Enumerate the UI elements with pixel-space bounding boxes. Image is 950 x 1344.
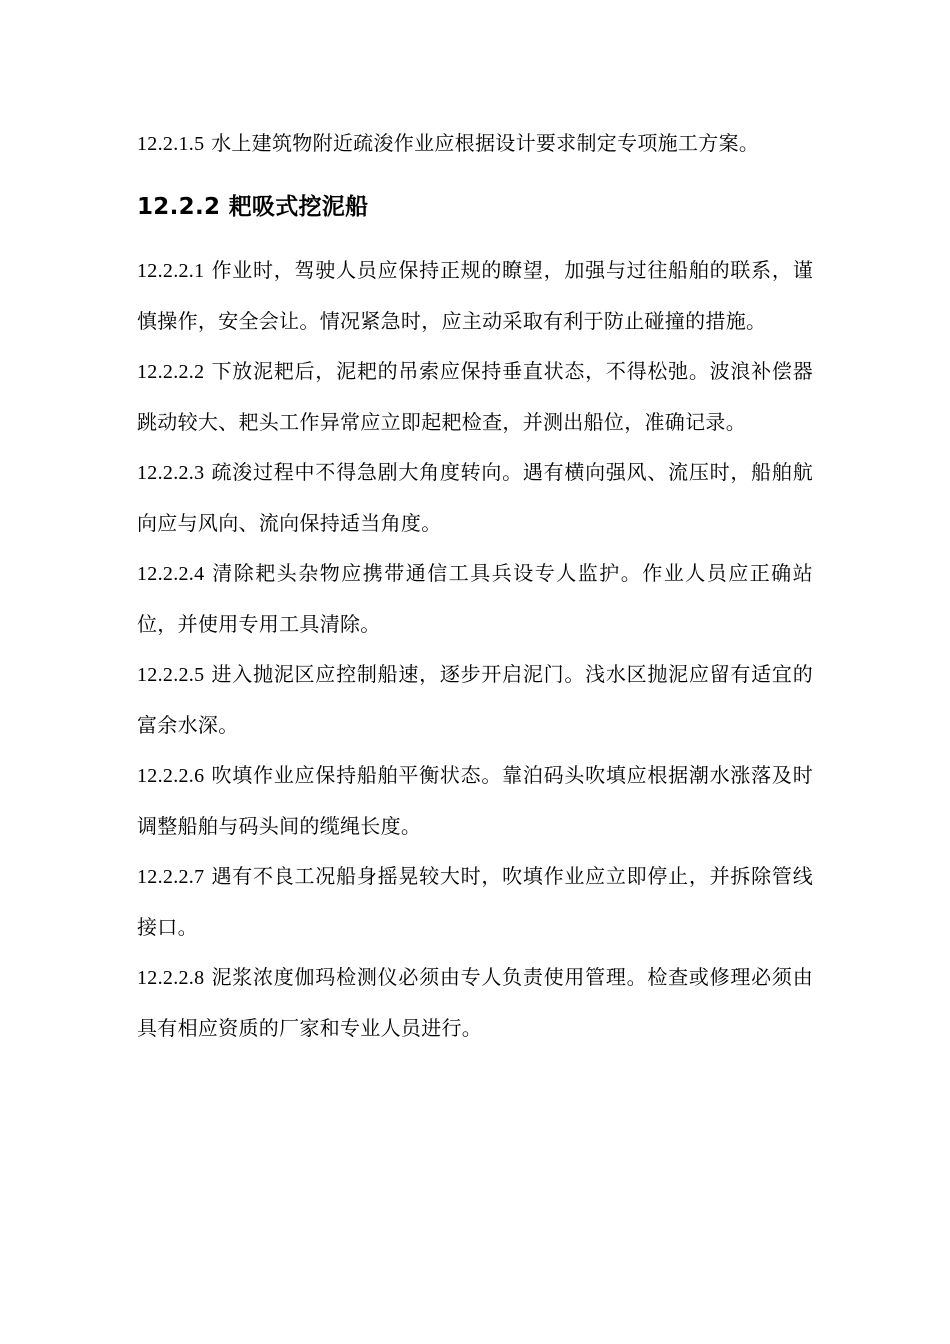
section-heading xyxy=(137,187,813,227)
clause-number: 12.2.2.5 xyxy=(137,664,205,686)
section-title: 耙吸式挖泥船 xyxy=(228,194,369,220)
clause-number: 12.2.2.8 xyxy=(137,967,205,989)
clause-paragraph xyxy=(137,447,813,548)
clause-number: 12.2.2.7 xyxy=(137,866,205,888)
clause-text: 清除耙头杂物应携带通信工具兵设专人监护。作业人员应正确站位，并使用专用工具清除。 xyxy=(137,561,813,636)
clause-paragraph xyxy=(137,548,813,649)
clause-text: 作业时，驾驶人员应保持正规的瞭望，加强与过往船舶的联系，谨慎操作，安全会让。情况紧急时，应主动采取有利于防止碰撞的措施。 xyxy=(137,258,813,333)
clause-number: 12.2.2.3 xyxy=(137,462,205,484)
clause-text: 疏浚过程中不得急剧大角度转向。遇有横向强风、流压时，船舶航向应与风向、流向保持适当角度。 xyxy=(137,460,813,535)
section-number: 12.2.2 xyxy=(137,194,221,220)
clause-text: 下放泥耙后，泥耙的吊索应保持垂直状态，不得松弛。波浪补偿器跳动较大、耙头工作异常应立即起耙检查，并测出船位，准确记录。 xyxy=(137,359,813,434)
document-page xyxy=(137,118,813,1053)
clause-number: 12.2.2.4 xyxy=(137,563,205,585)
clause-text: 水上建筑物附近疏浚作业应根据设计要求制定专项施工方案。 xyxy=(211,131,760,155)
clause-text: 吹填作业应保持船舶平衡状态。靠泊码头吹填应根据潮水涨落及时调整船舶与码头间的缆绳长度。 xyxy=(137,763,813,838)
clause-number: 12.2.2.2 xyxy=(137,361,205,383)
clause-number: 12.2.2.1 xyxy=(137,260,205,282)
clause-text: 泥浆浓度伽玛检测仪必须由专人负责使用管理。检查或修理必须由具有相应资质的厂家和专业人员进行。 xyxy=(137,965,813,1040)
clause-text: 进入抛泥区应控制船速，逐步开启泥门。浅水区抛泥应留有适宜的富余水深。 xyxy=(137,662,813,737)
clause-number: 12.2.1.5 xyxy=(137,133,205,155)
clause-paragraph xyxy=(137,346,813,447)
clause-paragraph xyxy=(137,750,813,851)
clause-paragraph xyxy=(137,851,813,952)
clause-number: 12.2.2.6 xyxy=(137,765,205,787)
intro-paragraph xyxy=(137,118,813,169)
clause-text: 遇有不良工况船身摇晃较大时，吹填作业应立即停止，并拆除管线接口。 xyxy=(137,864,813,939)
clause-paragraph xyxy=(137,245,813,346)
clause-paragraph xyxy=(137,649,813,750)
clause-paragraph xyxy=(137,952,813,1053)
